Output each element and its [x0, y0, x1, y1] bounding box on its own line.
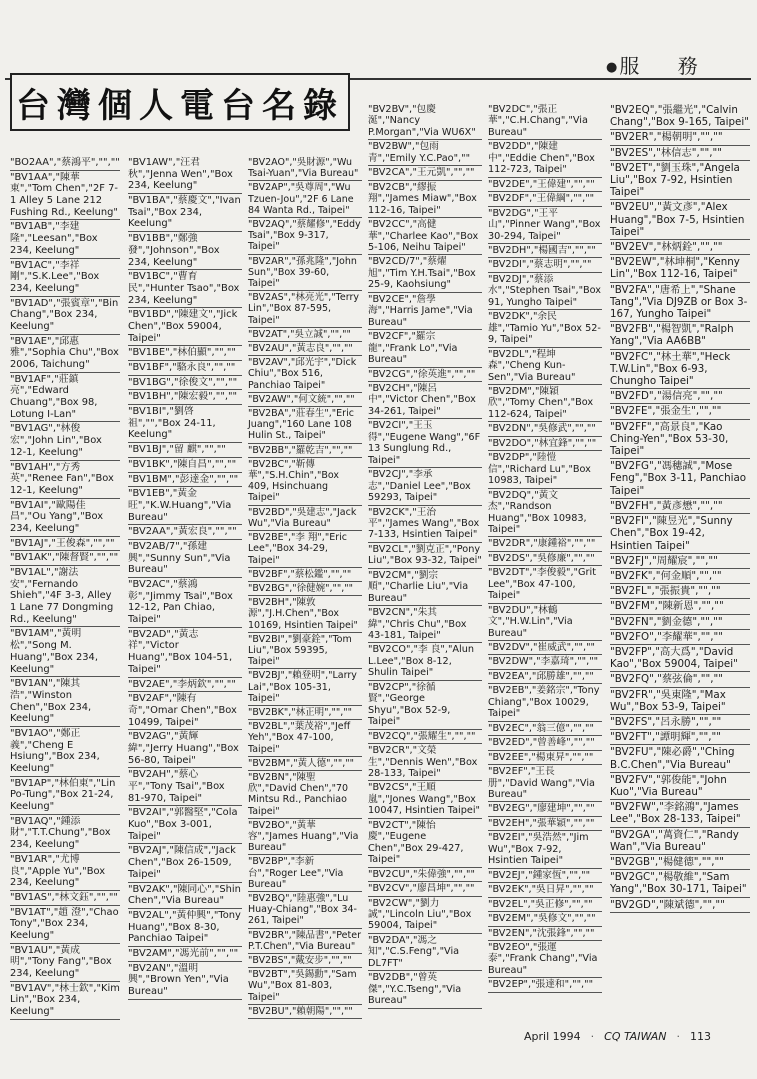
footer-separator: ·: [590, 1030, 595, 1043]
directory-entry: "BV2EV","林炳銓","","": [610, 240, 750, 255]
directory-entry: "BV2BH","陳敦源","J.H.Chen","Box 10169, Hsintien Taipei": [248, 596, 362, 633]
directory-entry: "BV1BF","駱永良","","": [128, 361, 242, 376]
directory-entry: "BV2EK","吳日昇","","": [488, 883, 602, 897]
directory-entry: "BV2ER","楊朝明","","": [610, 130, 750, 145]
directory-entry: "BV2DS","吳修廉","","": [488, 552, 602, 566]
directory-entry: "BV2CM","劉宗順","Charlie Liu","Via Bureau": [368, 569, 482, 606]
issue-date: April 1994: [524, 1030, 581, 1043]
directory-entry: "BV2FQ","蔡弦倫","","": [610, 672, 750, 687]
directory-entry: "BV1BI","劉啓祖","","Box 24-11, Keelung": [128, 405, 242, 443]
directory-entry: "BV1AJ","王俊森","","": [10, 537, 120, 552]
directory-entry: "BV2BS","戴安步","","": [248, 954, 362, 968]
directory-entry: "BV2FH","黃彥懋","","": [610, 499, 750, 514]
directory-entry: "BV2EM","吳修文","","": [488, 912, 602, 926]
directory-entry: "BV2DO","林宜鋒","","": [488, 437, 602, 451]
directory-entry: "BV2BI","劉豪銓","Tom Liu","Box 59395, Taipei": [248, 633, 362, 670]
directory-entry: "BV1BJ","留 麒","","": [128, 443, 242, 458]
directory-entry: "BV2EI","吳浩然","Jim Wu","Box 7-92, Hsintien Taipei": [488, 831, 602, 868]
directory-entry: "BV2AE","李炳欽","","": [128, 678, 242, 693]
directory-entry: "BV2CF","羅宗龍","Frank Lo","Via Bureau": [368, 330, 482, 367]
directory-entry: "BV1AE","邱惠雅","Sophia Chu","Box 2006, Taichung": [10, 335, 120, 373]
directory-entry: "BV1AN","陳其浩","Winston Chen","Box 234, Keelung": [10, 677, 120, 727]
directory-entry: "BV2BB","羅乾吉","","": [248, 444, 362, 458]
directory-entry: "BV2BN","陳聖欣","David Chen","70 Mintsu Rd., Panchiao Taipei": [248, 771, 362, 819]
directory-entry: "BV2AV","邱光宇","Dick Chiu","Box 516, Panchiao Taipei": [248, 356, 362, 393]
directory-entry: "BV2FA","唐希上","Shane Tang","Via DJ9ZB or Box 3-167, Yungho Taipei": [610, 283, 750, 323]
directory-entry: "BV2BK","林正明","","": [248, 706, 362, 720]
directory-entry: "BV1AS","林文鈺","","": [10, 891, 120, 906]
directory-entry: "BV2BJ","賴登明","Larry Lai","Box 105-31, Taipei": [248, 669, 362, 706]
directory-entry: "BV2EE","楊東昇","","": [488, 751, 602, 765]
directory-entry: "BV2CI","王玉得","Eugene Wang","6F 13 Sunglung Rd., Taipei": [368, 419, 482, 468]
directory-entry: "BV2ET","劉玉珠","Angela Liu","Box 7-92, Hsintien Taipei": [610, 161, 750, 201]
directory-entry: "BV1AL","謝法安","Fernando Shieh","4F 3-3, Alley 1 Lane 77 Dongming Rd., Keelung": [10, 566, 120, 627]
directory-entry: "BV2DF","王偉綱","","": [488, 192, 602, 206]
directory-entry: "BV2FN","劉金德","","": [610, 615, 750, 630]
directory-entry: "BV2AB/7","孫建興","Sunny Sun","Via Bureau": [128, 540, 242, 578]
directory-entry: "BV1AV","林士欽","Kim Lin","Box 234, Keelung": [10, 982, 120, 1020]
directory-entry: "BV2FB","楊智凱","Ralph Yang","Via AA6BB": [610, 322, 750, 349]
directory-entry: "BV2BQ","陸惠強","Lu Huay-Chiang","Box 34-261, Taipei": [248, 892, 362, 929]
directory-column-2: [128, 156, 242, 1000]
directory-entry: "BV2CK","王治平","James Wang","Box 7-133, Hsintien Taipei": [368, 506, 482, 543]
directory-entry: "BV2AT","吳立誠","","": [248, 328, 362, 342]
directory-entry: "BV2CG","徐英進","","": [368, 368, 482, 382]
directory-entry: "BV2AL","黃仲興","Tony Huang","Box 8-30, Panchiao Taipei": [128, 909, 242, 947]
directory-entry: "BV2CA","王元凱","","": [368, 166, 482, 180]
title-box: [10, 73, 350, 131]
directory-entry: "BV2FD","湯信亮","","": [610, 389, 750, 404]
directory-entry: "BV2FW","李銘鴻","James Lee","Box 28-133, Taipei": [610, 800, 750, 827]
directory-entry: "BV2DQ","黃文杰","Randson Huang","Box 10983, Taipei": [488, 489, 602, 538]
directory-entry: "BV2CL","劉克正","Pony Liu","Box 93-32, Taipei": [368, 543, 482, 569]
directory-entry: "BV2CE","詹學海","Harris Jame","Via Bureau": [368, 293, 482, 330]
directory-entry: "BV2DB","曾英傑","Y.C.Tseng","Via Bureau": [368, 971, 482, 1008]
directory-entry: "BV2CO","李 良","Alun L.Lee","Box 8-12, Shulin Taipei": [368, 643, 482, 680]
directory-entry: "BV2DD","陳建中","Eddie Chen","Box 112-723, Taipei": [488, 140, 602, 177]
directory-entry: "BV1AP","林伯東","Lin Po-Tung","Box 21-24, Keelung": [10, 777, 120, 815]
directory-entry: "BV2FP","高大爲","David Kao","Box 59004, Taipei": [610, 645, 750, 672]
directory-entry: "BV2DE","王偉建","","": [488, 178, 602, 192]
directory-entry: "BV1AQ","鍾添財","T.T.Chung","Box 234, Keelung": [10, 815, 120, 853]
directory-entry: "BV2EL","吳正修","","": [488, 898, 602, 912]
directory-entry: "BV2EQ","張繼光","Calvin Chang","Box 9-165, Taipei": [610, 103, 750, 130]
directory-entry: "BV1BB","鄭強發","Johnson","Box 234, Keelung": [128, 232, 242, 270]
directory-entry: "BV2DP","陸愷信","Richard Lu","Box 10983, Taipei": [488, 451, 602, 488]
directory-entry: "BV2CH","陳呂中","Victor Chen","Box 34-261, Taipei": [368, 382, 482, 419]
directory-entry: "BV2EF","王長册","David Wang","Via Bureau": [488, 765, 602, 802]
directory-entry: "BV2FF","高景良","Kao Ching-Yen","Box 53-30, Taipei": [610, 420, 750, 460]
directory-entry: "BV1AC","李祥剛","S.K.Lee","Box 234, Keelung": [10, 259, 120, 297]
directory-entry: "BV2CC","高健華","Charlee Kao","Box 5-106, Neihu Taipei": [368, 218, 482, 255]
directory-entry: "BV1BA","蔡慶文","Ivan Tsai","Box 234, Keelung": [128, 194, 242, 232]
directory-entry: "BV2BT","吳錫勳","Sam Wu","Box 81-803, Taipei": [248, 968, 362, 1005]
directory-entry: "BV2AH","蔡心平","Tony Tsai","Box 81-970, Taipei": [128, 768, 242, 806]
directory-entry: "BV2DJ","蔡添水","Stephen Tsai","Box 91, Yungho Taipei": [488, 273, 602, 310]
directory-entry: "BV2CD/7","蔡燿旭","Tim Y.H.Tsai","Box 25-9, Kaohsiung": [368, 255, 482, 292]
directory-entry: "BV2CV","廖昌坤","","": [368, 882, 482, 896]
directory-entry: "BV2DA","馮之知","C.S.Feng","Via DL7FT": [368, 934, 482, 971]
directory-entry: "BV2FI","陳昱光","Sunny Chen","Box 19-42, Hsintien Taipei": [610, 514, 750, 554]
directory-entry: "BV2FU","陳必爵","Ching B.C.Chen","Via Bureau": [610, 745, 750, 772]
directory-entry: "BV2BE","李 翔","Eric Lee","Box 34-29, Taipei": [248, 531, 362, 568]
directory-entry: "BV2DU","林鶴文","H.W.Lin","Via Bureau": [488, 604, 602, 641]
directory-entry: "BV1BC","曹育民","Hunter Tsao","Box 234, Keelung": [128, 270, 242, 308]
directory-entry: "BV2FR","吳東隆","Max Wu","Box 53-9, Taipei": [610, 688, 750, 715]
directory-entry: "BV1BD","陳建文","Jick Chen","Box 59004, Taipei": [128, 308, 242, 346]
directory-entry: "BV2EU","黃文彥","Alex Huang","Box 7-5, Hsintien Taipei": [610, 200, 750, 240]
directory-entry: "BV2FE","張金生","","": [610, 404, 750, 419]
directory-entry: "BV1AW","汪君秋","Jenna Wen","Box 234, Keelung": [128, 156, 242, 194]
directory-entry: "BV2CU","朱偉強","","": [368, 868, 482, 882]
directory-entry: "BV2GC","楊敬維","Sam Yang","Box 30-171, Taipei": [610, 870, 750, 897]
directory-entry: "BV2AO","吳財源","Wu Tsai-Yuan","Via Bureau": [248, 156, 362, 181]
directory-entry: "BV2EJ","鍾家恆","","": [488, 869, 602, 883]
footer-separator: ·: [676, 1030, 681, 1043]
directory-entry: "BV2BU","賴朝陽","","": [248, 1005, 362, 1019]
directory-entry: "BV2DH","楊國吉","","": [488, 244, 602, 258]
directory-entry: "BV2DG","王平山","Pinner Wang","Box 30-294, Taipei": [488, 207, 602, 244]
directory-entry: "BV2AK","陳同心","Shin Chen","Via Bureau": [128, 883, 242, 909]
directory-entry: "BV2ED","曾善峰","","": [488, 736, 602, 750]
directory-entry: "BV2FC","林土華","Heck T.W.Lin","Box 6-93, Chungho Taipei": [610, 350, 750, 390]
directory-entry: "BV2DR","康鍾裕","","": [488, 537, 602, 551]
directory-entry: "BV1AM","黃明松","Song M. Huang","Box 234, Keelung": [10, 627, 120, 677]
directory-entry: "BV2AQ","蔡耀修","Eddy Tsai","Box 9-317, Taipei": [248, 218, 362, 255]
directory-entry: "BV1BH","陳宏毅","","": [128, 390, 242, 405]
directory-entry: "BV2AP","吳尊周","Wu Tzuen-Jou","2F 6 Lane 84 Wanta Rd., Taipei": [248, 181, 362, 218]
directory-entry: "BV2GD","陳斌德","","": [610, 898, 750, 913]
directory-entry: "BV2EC","翁三億","","": [488, 722, 602, 736]
directory-entry: "BV2AR","孫兆隆","John Sun","Box 39-60, Taipei": [248, 255, 362, 292]
directory-entry: "BV2DW","李嘉琦","","": [488, 655, 602, 669]
directory-entry: "BV2DM","陳穎欣","Tomy Chen","Box 112-624, Taipei": [488, 385, 602, 422]
directory-entry: "BV2DK","余民雄","Tamio Yu","Box 52-9, Taipei": [488, 310, 602, 347]
directory-entry: "BV2FK","何金順","","": [610, 569, 750, 584]
directory-entry: "BV2GB","楊健德","","": [610, 855, 750, 870]
directory-entry: "BV2DN","吳修武","","": [488, 422, 602, 436]
directory-entry: "BV2FS","呂永勝","","": [610, 715, 750, 730]
directory-entry: "BV2CS","王順嵐","Jones Wang","Box 10047, Hsintien Taipei": [368, 781, 482, 818]
directory-entry: "BV2CT","陳怡慶","Eugene Chen","Box 29-427, Taipei": [368, 819, 482, 868]
directory-entry: "BV2BF","蔡松鑑","","": [248, 568, 362, 582]
page-number: 113: [690, 1030, 712, 1043]
directory-column-5: [488, 103, 602, 993]
directory-entry: "BV2AA","黃宏良","","": [128, 525, 242, 540]
directory-entry: "BV2AC","蔡鴻彰","Jimmy Tsai","Box 12-12, Pan Chiao, Taipei": [128, 578, 242, 628]
directory-entry: "BV1AG","林俊宏","John Lin","Box 12-1, Keelung": [10, 422, 120, 460]
directory-entry: "BV2CB","繆振翔","James Miaw","Box 112-16, Taipei": [368, 181, 482, 218]
directory-entry: "BV1AB","李建隆","Leesan","Box 234, Keelung": [10, 220, 120, 258]
directory-entry: "BV2FM","陳新恩","","": [610, 599, 750, 614]
directory-entry: "BV2BG","徐健婉","","": [248, 582, 362, 596]
directory-entry: "BV2EN","沈張鋒","","": [488, 927, 602, 941]
directory-entry: "BV2EG","廖建坤","","": [488, 802, 602, 816]
directory-entry: "BV2FL","張振貴","","": [610, 584, 750, 599]
directory-entry: "BV2BV","包慶涎","Nancy P.Morgan","Via WU6X": [368, 103, 482, 140]
section-label: ● 服 務: [606, 50, 714, 79]
directory-entry: "BV1AD","張賓章","Bin Chang","Box 234, Keelung": [10, 297, 120, 335]
directory-entry: "BV2AS","林亮光","Terry Lin","Box 87-595, Taipei": [248, 291, 362, 328]
directory-entry: "BV2FT","譚明輝","","": [610, 730, 750, 745]
directory-entry: "BV2DT","李俊毅","Grit Lee","Box 47-100, Taipei": [488, 566, 602, 603]
directory-entry: "BV2FG","馮穗誠","Mose Feng","Box 3-11, Panchiao Taipei": [610, 459, 750, 499]
directory-entry: "BV1AO","鄭正義","Cheng E Hsiung","Box 234, Keelung": [10, 727, 120, 777]
directory-entry: "BV2BM","黃人德","","": [248, 757, 362, 771]
page-title: 台灣個人電台名錄: [16, 85, 344, 126]
directory-entry: "BV2CQ","張耀生","","": [368, 730, 482, 744]
directory-entry: "BV2AG","黃輝緯","Jerry Huang","Box 56-80, Taipei": [128, 730, 242, 768]
page-footer: [524, 1030, 744, 1043]
directory-entry: "BV1AI","歐陽佳昌","Ou Yang","Box 234, Keelung": [10, 499, 120, 537]
directory-entry: "BV2CN","朱其緯","Chris Chu","Box 43-181, Taipei": [368, 606, 482, 643]
directory-column-1: [10, 156, 120, 1020]
directory-entry: "BV2BC","靳傳華","S.H.Chin","Box 409, Hsinchuang Taipei": [248, 458, 362, 506]
directory-entry: "BV1AU","黃成明","Tony Fang","Box 234, Keelung": [10, 944, 120, 982]
directory-entry: "BV2BP","李新台","Roger Lee","Via Bureau": [248, 855, 362, 892]
directory-entry: "BV1AK","陳督賢","","": [10, 551, 120, 566]
directory-entry: "BV2AN","溫明興","Brown Yen","Via Bureau": [128, 962, 242, 1000]
directory-entry: "BV2EH","張華穎","","": [488, 817, 602, 831]
directory-entry: "BV2EO","張運泰","Frank Chang","Via Bureau": [488, 941, 602, 978]
directory-entry: "BV2AW","何文統","","": [248, 393, 362, 407]
directory-entry: "BV1BE","林伯顯","","": [128, 346, 242, 361]
directory-entry: "BV2CW","劉力誠","Lincoln Liu","Box 59004, Taipei": [368, 897, 482, 934]
directory-entry: "BV1AT","趙 澄","Chao Tony","Box 234, Keelung": [10, 906, 120, 944]
magazine-name: CQ TAIWAN: [604, 1030, 667, 1043]
directory-entry: "BV1BG","徐俊文","","": [128, 376, 242, 391]
directory-entry: "BV2EA","邱勝雄","","": [488, 670, 602, 684]
directory-column-3: [248, 156, 362, 1019]
directory-entry: "BV2BD","吳建志","Jack Wu","Via Bureau": [248, 506, 362, 531]
directory-column-6: [610, 103, 750, 913]
directory-entry: "BV2FV","郭俊能","John Kuo","Via Bureau": [610, 773, 750, 800]
directory-entry: "BV2DL","程坤森","Cheng Kun-Sen","Via Bureau": [488, 348, 602, 385]
directory-entry: "BV1BM","彭達金","","": [128, 473, 242, 488]
directory-entry: "BV2BR","陳品書","Peter P.T.Chen","Via Bureau": [248, 929, 362, 954]
directory-entry: "BV2FO","李耀華","","": [610, 630, 750, 645]
directory-entry: "BV2DC","張正華","C.H.Chang","Via Bureau": [488, 103, 602, 140]
directory-entry: "BV2DV","崔威武","","": [488, 641, 602, 655]
directory-entry: "BV2AM","馮光前","","": [128, 947, 242, 962]
directory-entry: "BV2AI","郭醫堅","Cola Kuo","Box 3-001, Taipei": [128, 806, 242, 844]
directory-entry: "BV2AU","黃志良","","": [248, 342, 362, 356]
directory-entry: "BV2AD","黃志祥","Victor Huang","Box 104-51, Taipei": [128, 628, 242, 678]
directory-entry: "BV1AF","莊鎮亮","Edward Chuang","Box 98, Lotung I-Lan": [10, 373, 120, 423]
directory-entry: "BV2FJ","周耀宸","","": [610, 554, 750, 569]
directory-entry: "BV2BW","包雨青","Emily Y.C.Pao","": [368, 140, 482, 166]
directory-entry: "BV2GA","萬資仁","Randy Wan","Via Bureau": [610, 828, 750, 855]
directory-entry: "BV2EW","林坤桐","Kenny Lin","Box 112-16, Taipei": [610, 255, 750, 282]
directory-entry: "BV2CJ","李承志","Daniel Lee","Box 59293, Taipei": [368, 468, 482, 505]
directory-entry: "BV2BL","葉茂裕","Jeff Yeh","Box 47-100, Taipei": [248, 720, 362, 757]
directory-column-4: [368, 103, 482, 1009]
directory-entry: "BV2BO","黃華容","James Huang","Via Bureau": [248, 819, 362, 856]
directory-entry: "BV2AF","陳有奇","Omar Chen","Box 10499, Taipei": [128, 692, 242, 730]
directory-entry: "BV2ES","林信志","","": [610, 146, 750, 161]
directory-entry: "BV1BK","陳自昌","","": [128, 458, 242, 473]
directory-entry: "BV1EB","黃金旺","K.W.Huang","Via Bureau": [128, 487, 242, 525]
directory-entry: "BV1AR","尤博良","Apple Yu","Box 234, Keelung": [10, 853, 120, 891]
directory-entry: "BV1AA","陳華東","Tom Chen","2F 7-1 Alley 5 Lane 212 Fushing Rd., Keelung": [10, 171, 120, 221]
directory-entry: "BV2EP","張達和","","": [488, 978, 602, 992]
directory-entry: "BV2BA","莊春生","Eric Juang","160 Lane 108 Hulin St., Taipei": [248, 407, 362, 444]
directory-entry: "BV2AJ","陳信成","Jack Chen","Box 26-1509, Taipei": [128, 844, 242, 882]
directory-entry: "BV2DI","蔡志明","","": [488, 258, 602, 272]
directory-entry: "BO2AA","蔡鴻平","","": [10, 156, 120, 171]
directory-entry: "BV2EB","姜銘宗","Tony Chiang","Box 10029, Taipei": [488, 684, 602, 721]
directory-entry: "BV1AH","方秀英","Renee Fan","Box 12-1, Keelung": [10, 461, 120, 499]
directory-entry: "BV2CP","徐循賢","George Shyu","Box 52-9, Taipei": [368, 681, 482, 730]
directory-entry: "BV2CR","文榮生","Dennis Wen","Box 28-133, Taipei": [368, 744, 482, 781]
